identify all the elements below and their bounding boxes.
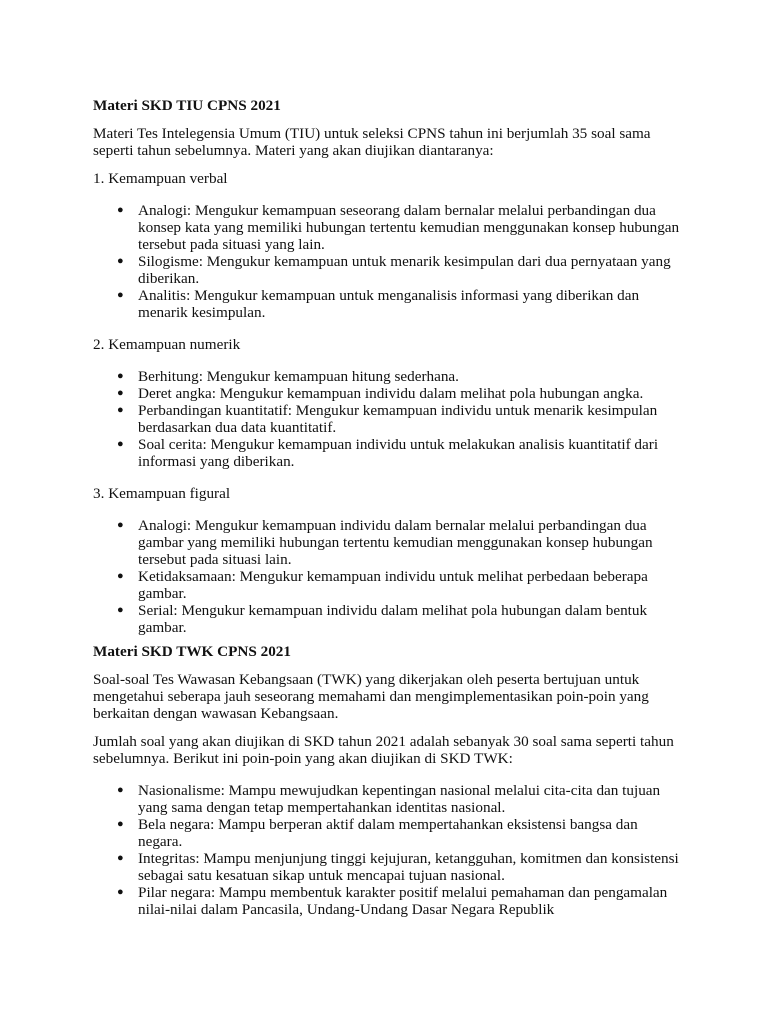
list-item xyxy=(117,402,683,436)
list-item-text: Silogisme: Mengukur kemampuan untuk menarik kesimpulan dari dua pernyataan yang diberikan. xyxy=(138,253,671,287)
list-item xyxy=(117,368,683,385)
tiu-heading: Materi SKD TIU CPNS 2021 xyxy=(93,97,281,114)
list-item xyxy=(117,202,683,253)
numerik-title: 2. Kemampuan numerik xyxy=(93,336,241,353)
list-item-text: Analogi: Mengukur kemampuan seseorang dalam bernalar melalui perbandingan dua konsep kata yang memiliki hubungan tertentu kemudian menggunakan konsep hubungan tersebut pada situasi yang lain. xyxy=(138,202,680,253)
list-item-text: Pilar negara: Mampu membentuk karakter positif melalui pemahaman dan pengamalan nilai-nilai dalam Pancasila, Undang-Undang Dasar Negara Republik xyxy=(138,884,668,918)
list-item xyxy=(117,287,683,321)
list-item xyxy=(117,602,683,636)
list-item-text: Perbandingan kuantitatif: Mengukur kemampuan individu untuk menarik kesimpulan berdasarkan dua data kuantitatif. xyxy=(138,402,658,436)
list-item xyxy=(117,436,683,470)
list-item xyxy=(117,385,683,402)
bullet-icon: ● xyxy=(117,204,124,216)
list-item-text: Berhitung: Mengukur kemampuan hitung sederhana. xyxy=(138,368,459,385)
list-item-text: Nasionalisme: Mampu mewujudkan kepentingan nasional melalui cita-cita dan tujuan yang sama dengan tetap mempertahankan identitas nasional. xyxy=(138,782,661,816)
bullet-icon: ● xyxy=(117,289,124,301)
list-item xyxy=(117,253,683,287)
twk-intro-1: Soal-soal Tes Wawasan Kebangsaan (TWK) yang dikerjakan oleh peserta bertujuan untuk mengetahui seberapa jauh seseorang memahami dan mengimplementasikan poin-poin yang berkaitan dengan wawasan Kebangsaan. xyxy=(93,671,649,722)
verbal-list xyxy=(93,202,683,321)
list-item xyxy=(117,782,683,816)
tiu-intro: Materi Tes Intelegensia Umum (TIU) untuk seleksi CPNS tahun ini berjumlah 35 soal sama seperti tahun sebelumnya. Materi yang akan diujikan diantaranya: xyxy=(93,125,651,159)
document-page xyxy=(93,97,683,933)
list-item-text: Analogi: Mengukur kemampuan individu dalam bernalar melalui perbandingan dua gambar yang memiliki hubungan tertentu kemudian menggunakan konsep hubungan tersebut pada situasi lain. xyxy=(138,517,653,568)
list-item-text: Deret angka: Mengukur kemampuan individu dalam melihat pola hubungan angka. xyxy=(138,385,644,402)
list-item xyxy=(117,517,683,568)
bullet-icon: ● xyxy=(117,886,124,898)
list-item xyxy=(117,816,683,850)
twk-list xyxy=(93,782,683,918)
list-item xyxy=(117,884,683,918)
list-item-text: Serial: Mengukur kemampuan individu dalam melihat pola hubungan dalam bentuk gambar. xyxy=(138,602,648,636)
bullet-icon: ● xyxy=(117,784,124,796)
bullet-icon: ● xyxy=(117,604,124,616)
figural-list xyxy=(93,517,683,636)
bullet-icon: ● xyxy=(117,852,124,864)
list-item-text: Soal cerita: Mengukur kemampuan individu untuk melakukan analisis kuantitatif dari informasi yang diberikan. xyxy=(138,436,659,470)
bullet-icon: ● xyxy=(117,387,124,399)
twk-heading: Materi SKD TWK CPNS 2021 xyxy=(93,643,291,660)
list-item-text: Analitis: Mengukur kemampuan untuk menganalisis informasi yang diberikan dan menarik kesimpulan. xyxy=(138,287,640,321)
bullet-icon: ● xyxy=(117,438,124,450)
bullet-icon: ● xyxy=(117,570,124,582)
list-item xyxy=(117,568,683,602)
list-item-text: Bela negara: Mampu berperan aktif dalam mempertahankan eksistensi bangsa dan negara. xyxy=(138,816,638,850)
list-item xyxy=(117,850,683,884)
verbal-title: 1. Kemampuan verbal xyxy=(93,170,228,187)
numerik-list xyxy=(93,368,683,470)
list-item-text: Integritas: Mampu menjunjung tinggi kejujuran, ketangguhan, komitmen dan konsistensi sebagai satu kesatuan sikap untuk mencapai tujuan nasional. xyxy=(138,850,679,884)
bullet-icon: ● xyxy=(117,818,124,830)
bullet-icon: ● xyxy=(117,255,124,267)
figural-title: 3. Kemampuan figural xyxy=(93,485,231,502)
bullet-icon: ● xyxy=(117,370,124,382)
bullet-icon: ● xyxy=(117,519,124,531)
bullet-icon: ● xyxy=(117,404,124,416)
list-item-text: Ketidaksamaan: Mengukur kemampuan individu untuk melihat perbedaan beberapa gambar. xyxy=(138,568,648,602)
twk-intro-2: Jumlah soal yang akan diujikan di SKD tahun 2021 adalah sebanyak 30 soal sama seperti tahun sebelumnya. Berikut ini poin-poin yang akan diujikan di SKD TWK: xyxy=(93,733,674,767)
